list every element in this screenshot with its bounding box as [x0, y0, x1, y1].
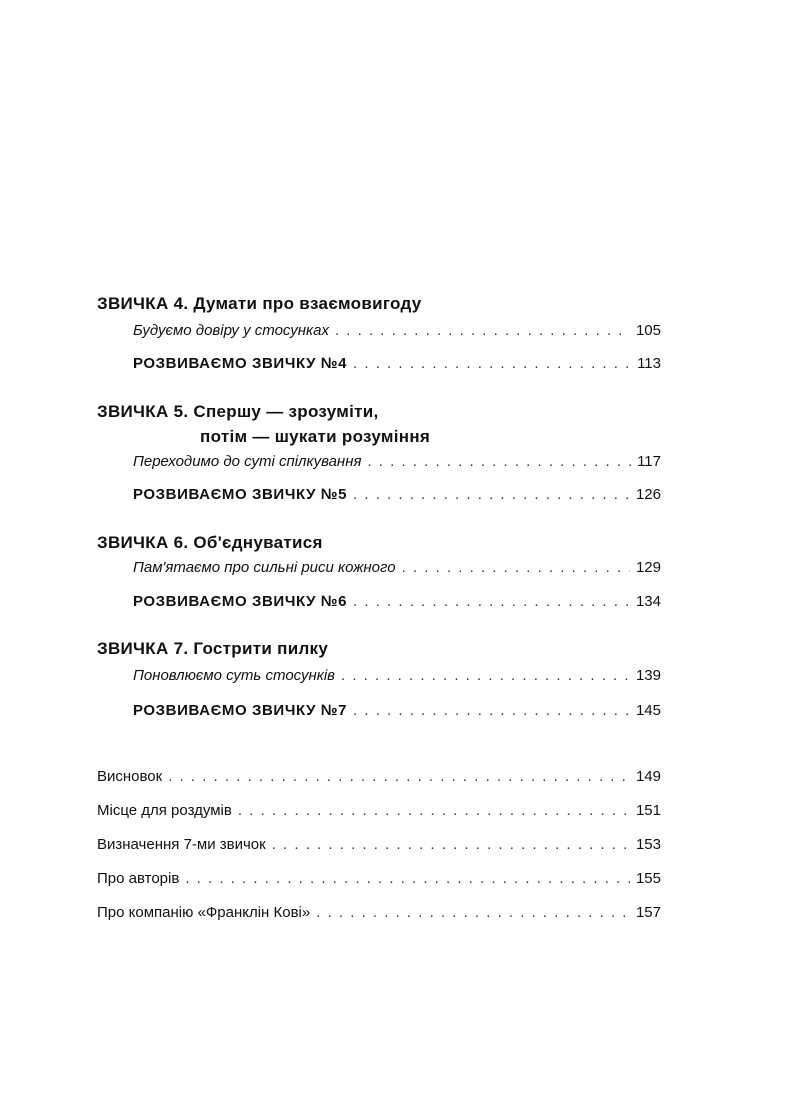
dot-leader: [353, 702, 630, 719]
toc-page-number: 149: [635, 768, 661, 785]
habit-heading: [97, 294, 422, 314]
toc-entry[interactable]: [97, 870, 661, 887]
toc-entry[interactable]: [133, 702, 661, 719]
toc-entry-title: Поновлюємо суть стосунків: [133, 667, 335, 684]
toc-entry-title: Пам'ятаємо про сильні риси кожного: [133, 559, 396, 576]
dot-leader: [316, 904, 630, 921]
toc-page-number: 113: [637, 355, 661, 372]
toc-entry-title: Будуємо довіру у стосунках: [133, 322, 329, 339]
toc-page-number: 151: [635, 802, 661, 819]
toc-entry[interactable]: [133, 559, 661, 576]
habit-heading: [97, 402, 430, 447]
habit-heading-text: ЗВИЧКА 4. Думати про взаємовигоду: [97, 294, 422, 313]
toc-entry-title: РОЗВИВАЄМО ЗВИЧКУ №7: [133, 702, 348, 719]
toc-page-number: 126: [635, 486, 661, 503]
dot-leader: [367, 453, 631, 470]
toc-entry[interactable]: [133, 486, 661, 503]
toc-page-number: 153: [635, 836, 661, 853]
toc-entry[interactable]: [97, 836, 661, 853]
toc-entry-title: РОЗВИВАЄМО ЗВИЧКУ №4: [133, 355, 348, 372]
toc-entry[interactable]: [97, 904, 661, 921]
habit-heading: [97, 639, 328, 659]
toc-entry[interactable]: [133, 667, 661, 684]
dot-leader: [353, 486, 630, 503]
toc-entry[interactable]: [133, 593, 661, 610]
toc-page-number: 134: [635, 593, 661, 610]
toc-entry-title: Про компанію «Франклін Кові»: [97, 904, 311, 921]
dot-leader: [402, 559, 630, 576]
toc-entry-title: Місце для роздумів: [97, 802, 232, 819]
habit-heading: [97, 533, 323, 553]
dot-leader: [185, 870, 630, 887]
toc-page-number: 139: [635, 667, 661, 684]
toc-entry-title: Переходимо до суті спілкування: [133, 453, 362, 470]
dot-leader: [353, 355, 631, 372]
toc-page-number: 157: [635, 904, 661, 921]
toc-page-number: 117: [637, 453, 661, 470]
toc-entry-title: Визначення 7-ми звичок: [97, 836, 266, 853]
dot-leader: [272, 836, 630, 853]
dot-leader: [335, 322, 630, 339]
toc-entry[interactable]: [97, 768, 661, 785]
habit-heading-text: ЗВИЧКА 5. Спершу — зрозуміти,: [97, 402, 379, 421]
habit-heading-text: ЗВИЧКА 7. Гострити пилку: [97, 639, 329, 658]
toc-page-number: 155: [635, 870, 661, 887]
toc-entry[interactable]: [133, 355, 661, 372]
dot-leader: [168, 768, 630, 785]
toc-entry[interactable]: [133, 322, 661, 339]
toc-entry-title: Про авторів: [97, 870, 180, 887]
toc-entry-title: РОЗВИВАЄМО ЗВИЧКУ №5: [133, 486, 348, 503]
habit-heading-line2: потім — шукати розуміння: [200, 427, 431, 446]
toc-page-number: 129: [635, 559, 661, 576]
toc-entry[interactable]: [97, 802, 661, 819]
dot-leader: [353, 593, 630, 610]
toc-entry-title: Висновок: [97, 768, 163, 785]
toc-entry-title: РОЗВИВАЄМО ЗВИЧКУ №6: [133, 593, 348, 610]
toc-entry[interactable]: [133, 453, 661, 470]
dot-leader: [238, 802, 630, 819]
habit-heading-text: ЗВИЧКА 6. Об'єднуватися: [97, 533, 323, 552]
toc-page-number: 105: [635, 322, 661, 339]
toc-page-number: 145: [635, 702, 661, 719]
dot-leader: [341, 667, 630, 684]
